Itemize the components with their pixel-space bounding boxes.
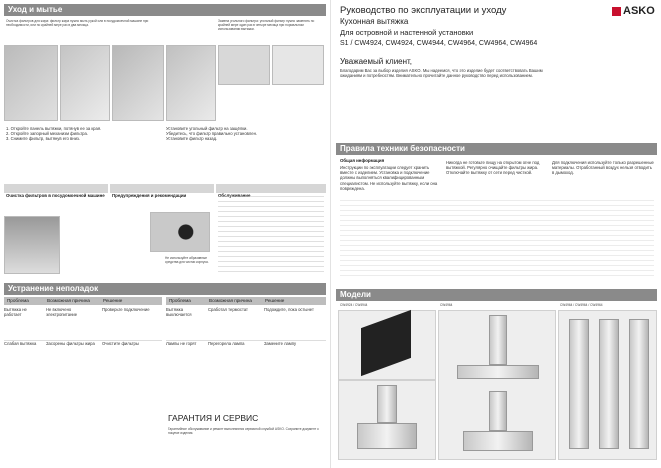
table-row: Вытяжка не работает Не включено электропитание Проверьте подключение [4,307,150,318]
safety-section-bar [336,143,657,155]
th-problem-2: Проблема [166,297,206,305]
carbon-filter-text: Замена угольного фильтра: угольный фильтр нужно заменять по крайней мере один раз в четыре месяца при нормальном использовании вытяжки. [218,19,315,32]
intro-text: Благодарим Вас за выбор изделия ASKO. Мы надеемся, что это изделие будет соответствовать Вашим ожиданиям и потребностям. Внимательно прочитайте данное руководство перед использованием. [340,68,543,79]
step-b-2: Убедитесь, что фильтр правильно установлен. [166,131,258,137]
hood-photo-1 [4,45,58,121]
guarantee-title: ГАРАНТИЯ И СЕРВИС [168,413,259,423]
step-2: 2. Откройте запорный механизм фильтра. [6,131,88,137]
model-box-4 [558,310,657,460]
care-section-bar [4,4,326,16]
step-b-1: Установите угольный фильтр на защёлки. [166,126,248,131]
brand-logo: ASKO [623,5,655,17]
model-box-3 [438,310,556,460]
th-cause: Возможная причина [44,297,100,305]
step-3: 3. Снимите фильтр, вытянув его вниз. [6,136,80,142]
model-numbers: S1 / CW4924, CW4924, CW4944, CW4964, CW4964, CW4964 [340,40,538,47]
column-hood-icon [569,319,589,449]
model-label-3: CW4964 / CW4964 / CW4964 [560,303,603,307]
safety-col-3: Для подключения используйте только разрешенные материалы. Отработанный воздух нельзя отводить в дымоход. [552,160,654,176]
greeting: Уважаемый клиент, [340,57,413,66]
mini-head-2: Предупреждения и рекомендации [110,184,214,193]
filter-photo-2 [272,45,324,85]
model-box-1 [338,310,436,380]
page-divider [330,0,331,468]
dishwasher-photo [4,216,60,274]
column-hood-icon-2 [599,319,619,449]
safety-col-2: Никогда не готовьте пищу на открытом огне под вытяжкой. Регулярно очищайте фильтры жира. Отключайте вытяжку от сети перед чисткой. [446,160,540,176]
safety-text-fill [340,200,654,280]
trouble-title: Устранение неполадок [8,284,99,293]
column-hood-icon-3 [629,319,649,449]
care-title: Уход и мытье [8,5,63,14]
island-hood-icon-2 [489,391,507,431]
step-b-3: Установите фильтр назад. [166,136,218,142]
island-hood-base-icon [457,365,539,379]
th-solution-2: Решение [262,297,326,305]
filter-clean-text: Очистка фильтров для жира: фильтр жира нужно мыть рукой или в посудомоечной машине при необходимости, или по крайней мере раз в два месяца. [6,19,149,28]
asko-logo-mark [612,7,621,16]
table-row: Вытяжка выключается Сработал термостат Подождите, пока остынет [166,307,314,318]
text-block-mini [218,196,324,276]
safety-subhead: Общая информация [340,158,385,163]
island-hood-base-icon-2 [463,431,533,451]
manual-title: Руководство по эксплуатации и уходу [340,5,507,16]
island-hood-icon [489,315,507,365]
product-subtitle: Для островной и настенной установки [340,28,474,37]
th-solution: Решение [100,297,162,305]
steps-list-a [6,126,156,142]
safety-col-1: Инструкции по эксплуатации следует хранить вместе с изделием. Установка и подключение должны выполняться квалифицированным специалистом. Не используйте вытяжку, если она повреждена. [340,165,438,191]
hood-photo-2 [60,45,110,121]
table-row: Лампы не горят Перегорела лампа Замените лампу [166,340,326,371]
model-label-2: CW4964 [440,303,453,307]
model-label-1: CW4924 / CW4944 [340,303,368,307]
mini-head-1: Очистка фильтров в посудомоечной машине [4,184,108,193]
th-cause-2: Возможная причина [206,297,262,305]
hood-photo-4 [166,45,216,121]
glass-hood-icon [361,310,411,376]
wall-hood-photo [150,212,210,252]
models-section-bar [336,289,657,301]
models-title: Модели [340,290,371,299]
guarantee-text: Гарантийное обслуживание и ремонт выполняются сервисной службой ASKO. Сохраните документ о покупке изделия. [168,427,319,436]
filter-photo-1 [218,45,270,85]
hood-photo-3 [112,45,164,121]
trouble-section-bar [4,283,326,295]
steps-list-b [166,126,324,142]
th-problem: Проблема [4,297,44,305]
step-1: 1. Откройте панель вытяжки, потянув ее за края. [6,126,102,131]
table-row: Слабая вытяжка Засорены фильтры жира Очистите фильтры [4,340,162,371]
steel-hood-icon [377,385,397,423]
model-box-2 [338,380,436,460]
steel-hood-base-icon [357,423,417,449]
mini-head-3: Обслуживание [216,184,326,193]
product-title: Кухонная вытяжка [340,17,409,26]
safety-title: Правила техники безопасности [340,144,465,153]
mini-note: Не используйте абразивные средства для чистки корпуса. [165,256,209,265]
